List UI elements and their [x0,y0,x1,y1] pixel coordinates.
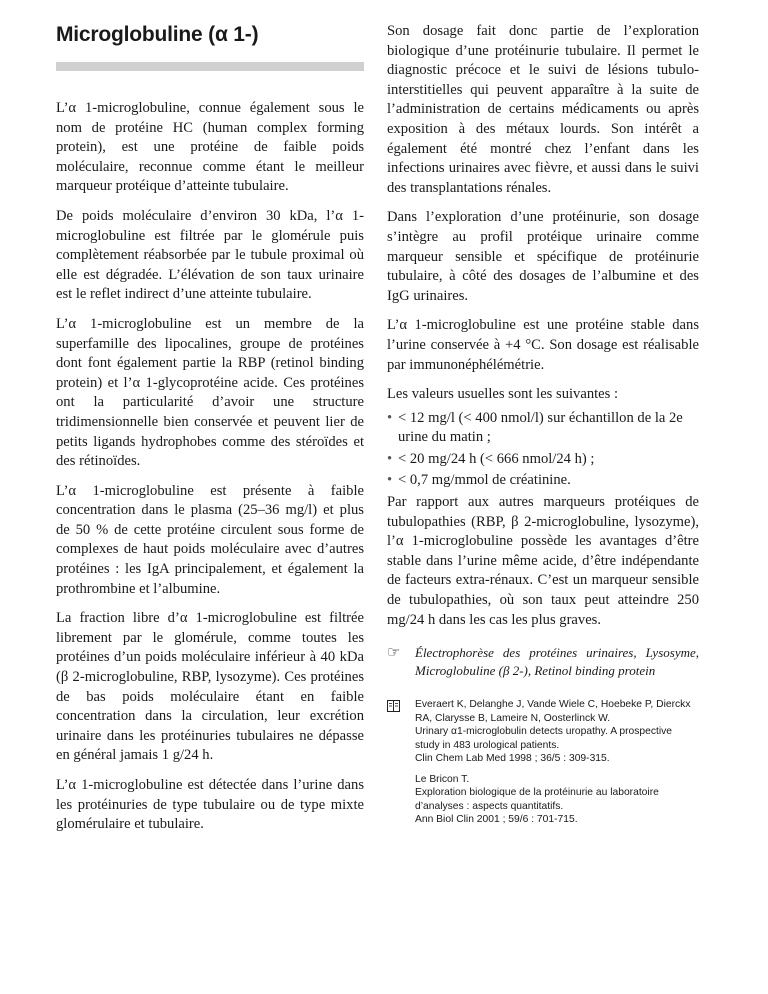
see-also-text: Électrophorèse des protéines urinaires, Lysosyme, Microglobuline (β 2-), Retinol binding protein [415,645,699,679]
reference-list [415,698,699,834]
title-underline-bar [56,62,364,71]
references [387,698,699,834]
list-item-text: < 20 mg/24 h (< 666 nmol/24 h) ; [398,450,595,467]
paragraph: Les valeurs usuelles sont les suivantes : [387,386,619,403]
reference-source: Ann Biol Clin 2001 ; 59/6 : 701-715. [415,814,578,826]
bullet-icon: • [387,472,393,489]
paragraph: Par rapport aux autres marqueurs protéiques de tubulopathies (RBP, β 2-microglobuline, lysozyme), l’α 1-microglobuline possède les avantages d’être stable dans l’urine même acide, d’être indépendante de facteurs extra-rénaux. C’est un marqueur sensible de tubulopathies, où son taux peut atteindre 250 mg/24 h dans les cas les plus graves. [387,494,699,628]
paragraph: L’α 1-microglobuline est une protéine stable dans l’urine conservée à +4 °C. Son dosage est réalisable par immunonéphélémétrie. [387,317,699,373]
page-title: Microglobuline (α 1-) [56,23,259,46]
paragraph: L’α 1-microglobuline est détectée dans l’urine dans les protéinuries de type tubulaire ou de type mixte glomérulaire et tubulaire. [56,777,364,833]
reference-title: Urinary α1-microglobulin detects uropathy. A prospective study in 483 urological patients. [415,726,673,751]
pointing-hand-icon: ☞ [387,645,401,662]
reference-source: Clin Chem Lab Med 1998 ; 36/5 : 309-315. [415,753,610,765]
reference-authors: Everaert K, Delanghe J, Vande Wiele C, Hoebeke P, Dierckx RA, Clarysse B, Lameire N, Oosterlinck W. [415,699,691,724]
see-also [387,644,699,680]
list-item [387,450,699,470]
list-item [387,471,699,491]
list-item-text: < 0,7 mg/mmol de créatinine. [398,472,571,489]
list-item-text: < 12 mg/l (< 400 nmol/l) sur échantillon de la 2e urine du matin ; [398,409,683,446]
left-column [56,22,364,845]
paragraph: Son dosage fait donc partie de l’exploration biologique d’une protéinurie tubulaire. Il permet le diagnostic précoce et le suivi de lésions tubulo-interstitielles qui peuvent apparaître à la suite de l’administration de certains médicaments ou après exposition à des métaux lourds. Son intérêt a également été montré chez l’enfant dans les infections urinaires avec fièvre, et aussi dans le suivi des transplantations rénales. [387,23,699,196]
bullet-icon: • [387,450,393,467]
paragraph: L’α 1-microglobuline est présente à faible concentration dans le plasma (25–36 mg/l) et plus de 50 % de cette protéine circulent sous forme de complexes de haut poids moléculaire avec d’autres protéines : les IgA principalement, et également la prothrombine et l’albumine. [56,482,364,597]
bullet-icon: • [387,409,393,426]
reference-values-list [387,409,699,491]
list-item [387,409,699,448]
paragraph: De poids moléculaire d’environ 30 kDa, l’α 1-microglobuline est filtrée par le glomérule puis complètement réabsorbée par le tubule proximal où elle est dégradée. L’élévation de son taux urinaire est le reflet indirect d’une atteinte tubulaire. [56,207,364,303]
reference-authors: Le Bricon T. [415,773,470,785]
open-book-icon [387,698,415,834]
right-column [387,22,699,834]
reference-item [415,698,699,766]
reference-title: Exploration biologique de la protéinurie au laboratoire d’analyses : aspects quantitatifs. [415,787,659,812]
paragraph: L’α 1-microglobuline, connue également sous le nom de protéine HC (human complex forming protein), est une protéine de faible poids moléculaire, reconnue comme étant le meilleur marqueur protéique d’atteinte tubulaire. [56,100,364,195]
paragraph: La fraction libre d’α 1-microglobuline est filtrée librement par le glomérule, comme toutes les protéines d’un poids moléculaire inférieur à 40 kDa (β 2-microglobuline, RBP, lysozyme). Ces protéines de bas poids moléculaire étant en faible concentration dans la circulation, leur excrétion urinaire dans les protéinuries tubulaires ne dépasse en général jamais 1 g/24 h. [56,610,364,764]
paragraph: Dans l’exploration d’une protéinurie, son dosage s’intègre au profil protéique urinaire comme marqueur sensible et spécifique de protéinurie tubulaire, à côté des dosages de l’albumine et des IgG urinaires. [387,209,699,304]
reference-item [415,773,699,827]
paragraph: L’α 1-microglobuline est un membre de la superfamille des lipocalines, groupe de protéines dont font également partie la RBP (retinol binding protein) et l’α 1-glycoprotéine acide. Ces protéines ont la particularité d’avoir une structure tridimensionnelle bien conservée et peuvent lier de petits ligands hydrophobes comme des stéroïdes et des rétinoïdes. [56,315,364,470]
